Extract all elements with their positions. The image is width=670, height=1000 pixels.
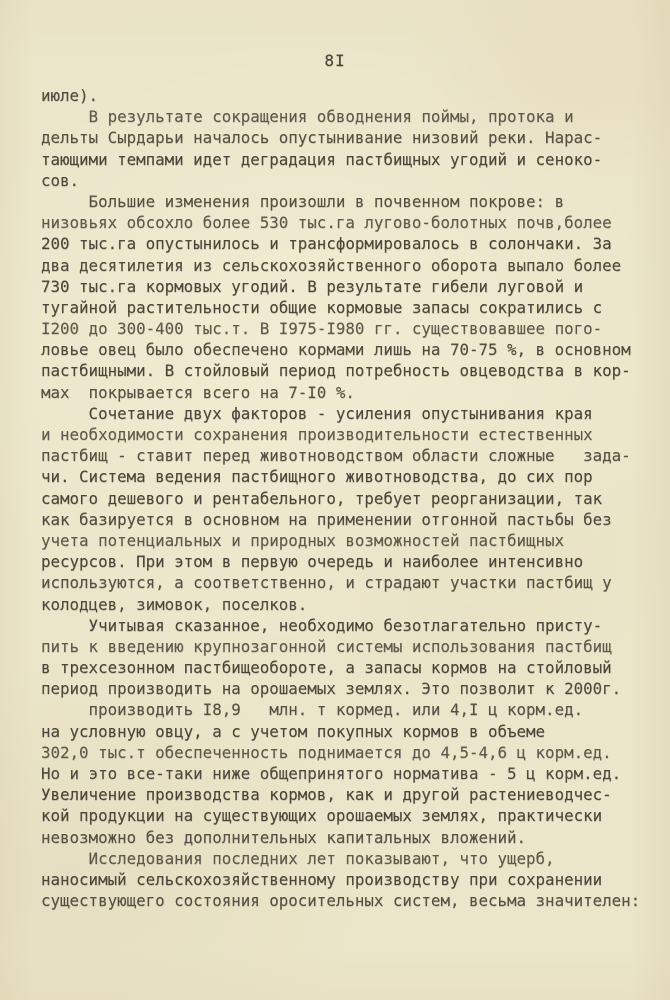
text-line: июле). xyxy=(41,86,99,105)
text-line: самого дешевого и рентабельного, требует реорганизации, так xyxy=(41,488,603,508)
text-line: Большие изменения произошли в почвенном покрове: в xyxy=(41,191,565,211)
text-line: пастбищ - ставит перед животноводством области сложные зада- xyxy=(41,446,631,466)
text-line: мах покрывается всего на 7-I0 %. xyxy=(41,382,355,402)
text-line: Но и это все-таки ниже общепринятого норматива - 5 ц корм.ед. xyxy=(41,764,622,783)
text-line: производить I8,9 млн. т кормед. или 4,I ц корм.ед. xyxy=(41,700,584,720)
text-line: пить к введению крупнозагонной системы использования пастбищ xyxy=(41,636,612,656)
text-line: наносимый сельскохозяйственному производству при сохранении xyxy=(41,869,603,889)
text-line: колодцев, зимовок, поселков. xyxy=(41,594,308,614)
text-line: и необходимости сохранения производительности естественных xyxy=(41,425,593,444)
text-line: период производить на орошаемых землях. Это позволит к 2000г. xyxy=(41,679,622,699)
text-line: как базируется в основном на применении отгонной пастьбы без xyxy=(41,509,612,529)
text-line: тугайной растительности общие кормовые запасы сократились с xyxy=(41,297,603,317)
text-line: 730 тыс.га кормовых угодий. В результате гибели луговой и xyxy=(41,276,584,296)
text-line: пастбищными. В стойловый период потребность овцеводства в кор- xyxy=(41,361,631,381)
text-line: 200 тыс.га опустынилось и трансформировалось в солончаки. За xyxy=(41,234,612,254)
page-number: 8I xyxy=(324,51,346,70)
text-line: невозможно без дополнительных капитальных вложений. xyxy=(41,827,527,847)
document-text xyxy=(41,85,646,911)
text-line: 302,0 тыс.т обеспеченность поднимается до 4,5-4,6 ц корм.ед. xyxy=(41,742,612,762)
text-line: учета потенциальных и природных возможностей пастбищных xyxy=(41,530,565,550)
text-line: кой продукции на существующих орошаемых землях, практически xyxy=(41,806,603,826)
text-line: на условную овцу, а с учетом покупных кормов в объеме xyxy=(41,721,546,741)
text-line: Исследования последних лет показывают, что ущерб, xyxy=(41,848,555,868)
text-line: Учитывая сказанное, необходимо безотлагательно присту- xyxy=(41,615,603,635)
text-line: Сочетание двух факторов - усиления опустынивания края xyxy=(41,403,593,423)
text-line: используются, а соответственно, и страдают участки пастбищ у xyxy=(41,573,612,593)
text-line: Увеличение производства кормов, как и другой растениеводчес- xyxy=(41,785,612,805)
text-line: чи. Система ведения пастбищного животноводства, до сих пор xyxy=(41,467,593,487)
text-line: два десятилетия из сельскохозяйственного оборота выпало более xyxy=(41,255,622,275)
text-line: ресурсов. При этом в первую очередь и наиболее интенсивно xyxy=(41,552,584,572)
text-line: в трехсезонном пастбищеобороте, а запасы кормов на стойловый xyxy=(41,658,612,678)
text-line: низовьях обсохло более 530 тыс.га лугово-болотных почв,более xyxy=(41,213,612,233)
text-line: дельты Сырдарьи началось опустынивание низовий реки. Нарас- xyxy=(41,128,603,148)
text-line: ловье овец было обеспечено кормами лишь на 70-75 %, в основном xyxy=(41,340,631,360)
text-line: существующего состояния оросительных систем, весьма значителен: xyxy=(41,891,641,911)
text-line: тающими темпами идет деградация пастбищных угодий и сеноко- xyxy=(41,149,603,169)
text-line: сов. xyxy=(41,170,80,190)
text-line: В результате сокращения обводнения поймы, протока и xyxy=(41,107,574,127)
text-line: I200 до 300-400 тыс.т. В I975-I980 гг. существовавшее пого- xyxy=(41,319,603,339)
